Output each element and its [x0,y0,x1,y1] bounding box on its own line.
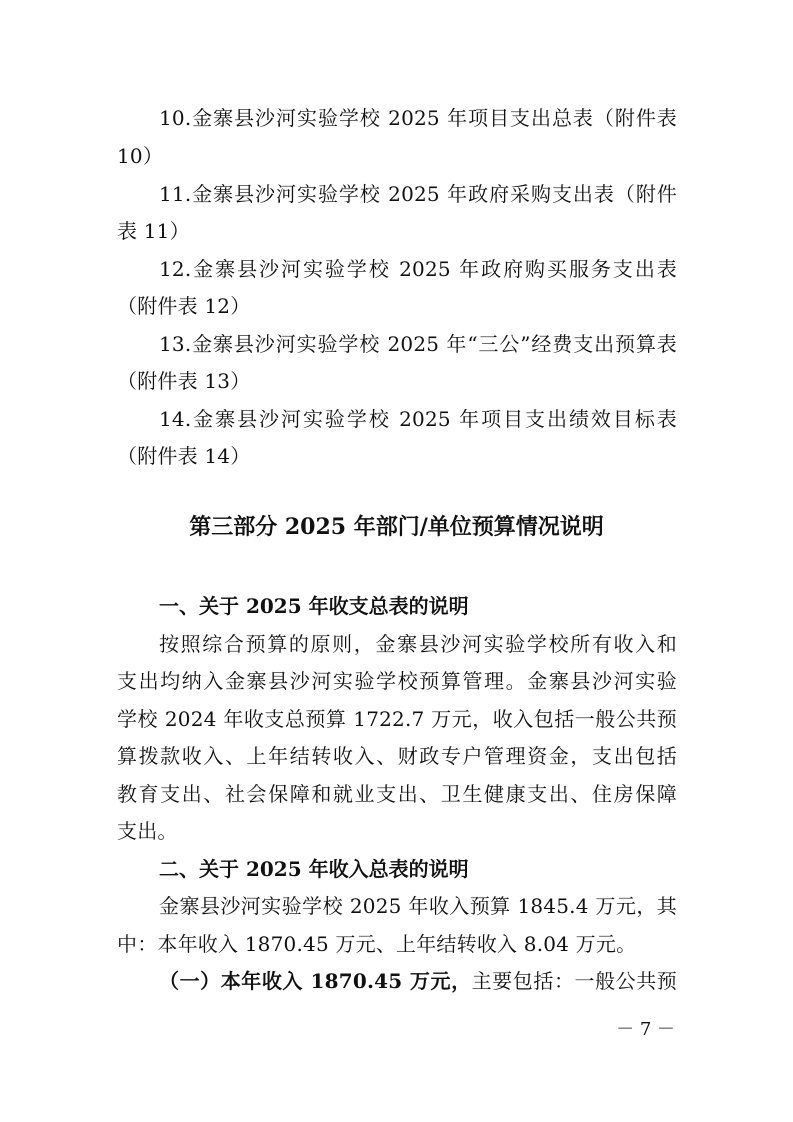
list-item-11-line-1: 11.金寨县沙河实验学校 2025 年政府采购支出表（附件 [159,182,677,206]
list-item-11-line-2: 表 11） [117,219,190,243]
list-item-10-line-2: 10） [117,144,164,168]
page-number: － 7 － [616,1019,675,1040]
section-1-line: 支出。 [117,819,178,843]
list-item-14-line-1: 14.金寨县沙河实验学校 2025 年项目支出绩效目标表 [159,407,677,431]
list-item-12-line-1: 12.金寨县沙河实验学校 2025 年政府购买服务支出表 [159,257,677,281]
list-item-12-line-2: （附件表 12） [117,294,251,318]
section-2-item-1-line [159,967,677,995]
list-item-14-line-2: （附件表 14） [117,444,251,468]
section-1-line: 按照综合预算的原则，金寨县沙河实验学校所有收入和 [159,632,677,656]
section-1-line: 学校 2024 年收支总预算 1722.7 万元，收入包括一般公共预 [117,707,677,731]
list-item-13-line-1: 13.金寨县沙河实验学校 2025 年“三公”经费支出预算表 [159,332,677,356]
part-three-title: 第三部分 2025 年部门/单位预算情况说明 [189,514,604,540]
list-item-13-line-2: （附件表 13） [117,369,251,393]
list-item-10-line-1: 10.金寨县沙河实验学校 2025 年项目支出总表（附件表 [159,106,677,130]
section-1-line: 算拨款收入、上年结转收入、财政专户管理资金，支出包括 [117,744,677,768]
section-2-heading: 二、关于 2025 年收入总表的说明 [159,857,469,881]
section-2-line: 金寨县沙河实验学校 2025 年收入预算 1845.4 万元，其 [159,894,677,918]
section-1-heading: 一、关于 2025 年收支总表的说明 [159,594,469,618]
section-2-item-1-rest: 主要包括：一般公共预 [471,969,678,993]
section-2-line: 中：本年收入 1870.45 万元、上年结转收入 8.04 万元。 [117,932,637,956]
section-2-item-1-bold: （一）本年收入 1870.45 万元， [159,969,472,993]
section-1-line: 支出均纳入金寨县沙河实验学校预算管理。金寨县沙河实验 [117,669,677,693]
section-1-line: 教育支出、社会保障和就业支出、卫生健康支出、住房保障 [117,782,677,806]
